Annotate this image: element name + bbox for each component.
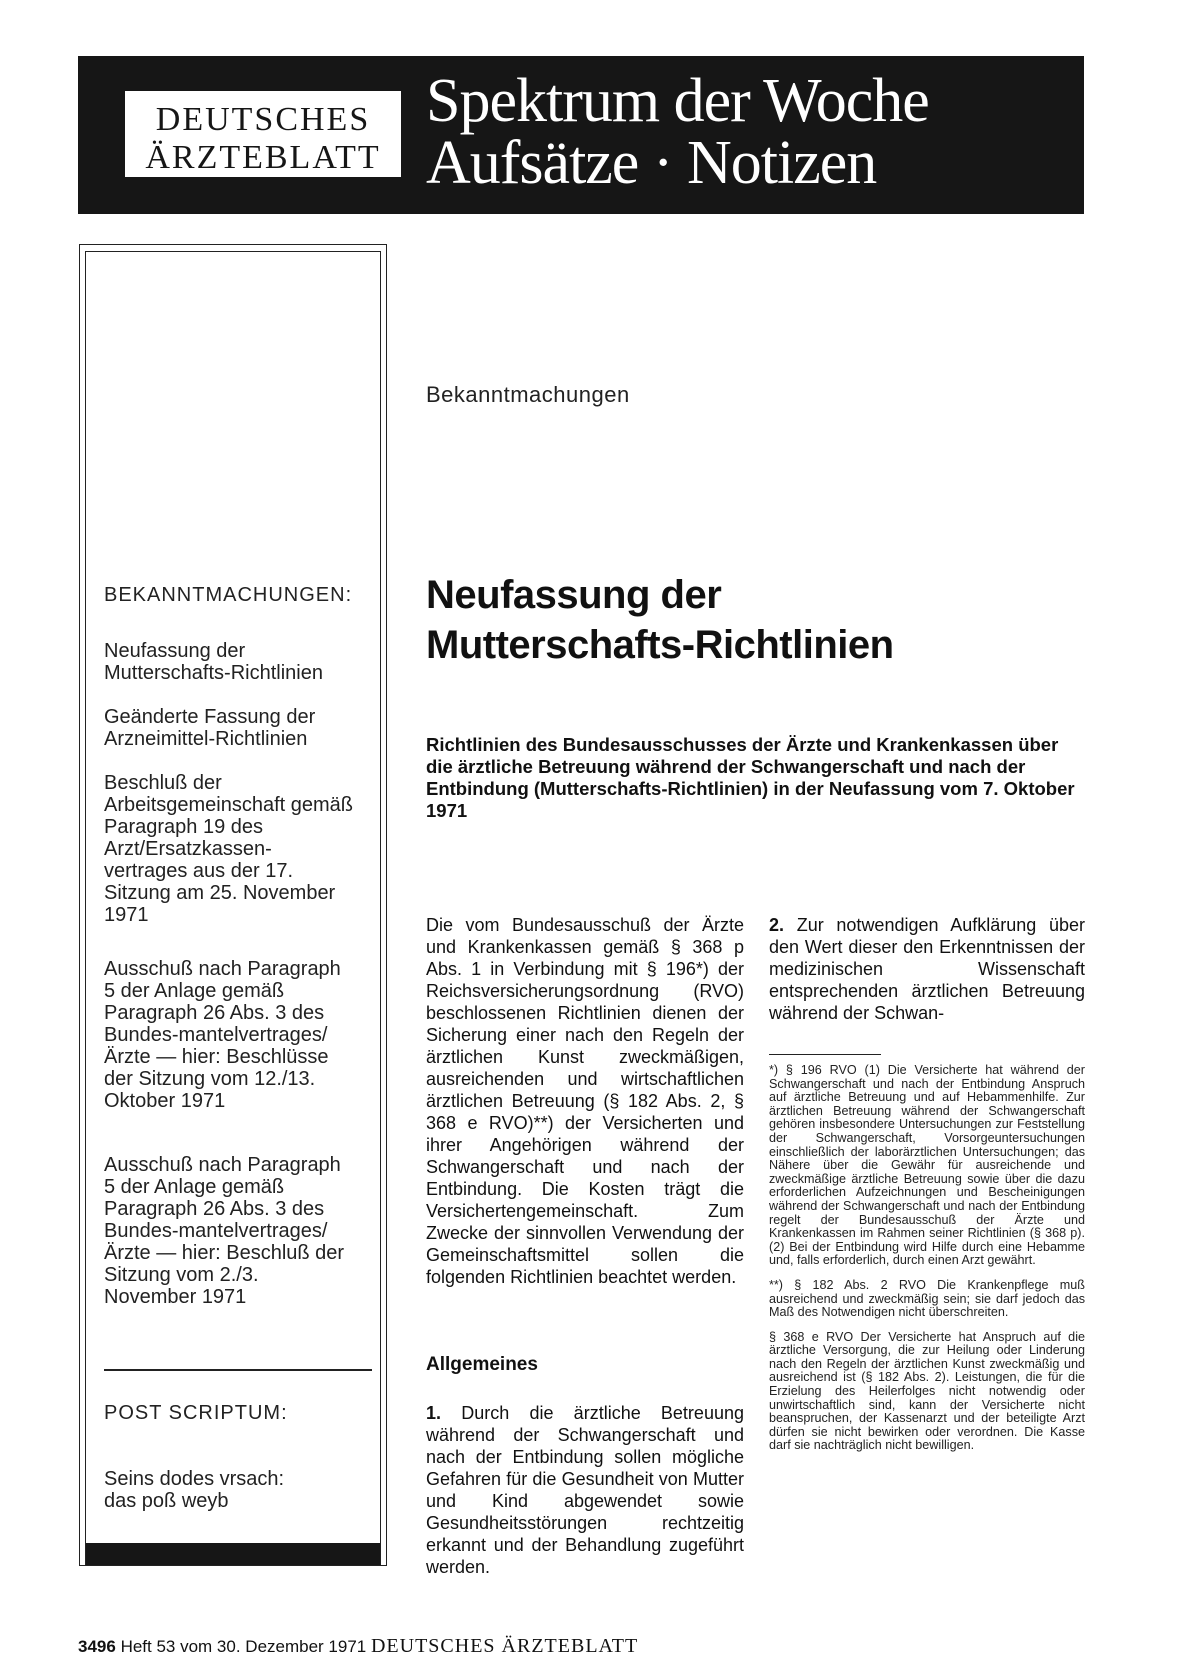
postscript-heading: POST SCRIPTUM: (104, 1402, 288, 1424)
footer-brand: DEUTSCHES ÄRZTEBLATT (370, 1635, 639, 1657)
point-2-number: 2. (769, 915, 785, 935)
point-2 (769, 914, 1085, 1024)
masthead-headline (426, 67, 929, 197)
logo-line-2: ÄRZTEBLATT (145, 139, 381, 176)
postscript-text: Seins dodes vrsach: das poß weyb (104, 1468, 285, 1512)
section-label: Bekanntmachungen (426, 382, 630, 407)
sidebar-heading: BEKANNTMACHUNGEN: (104, 584, 353, 606)
article-title (426, 570, 894, 670)
article-intro (426, 914, 744, 1288)
logo-line-1: DEUTSCHES (155, 101, 371, 138)
sidebar-bottom-bar (86, 1543, 380, 1565)
sidebar-divider (104, 1369, 372, 1371)
article-lead: Richtlinien des Bundesausschusses der Ärzte und Krankenkassen über die ärztliche Betreuung während der Schwangerschaft und nach der Entbindung (Mutterschafts-Richtlinien) in der Neufassung vom 7. Oktober 1971 (426, 734, 1075, 821)
sidebar-item-3: Beschluß der Arbeitsgemeinschaft gemäß Paragraph 19 des Arzt/Ersatzkassen-vertrages aus der 17. Sitzung am 25. November 1971 (104, 772, 354, 926)
page-number: 3496 (78, 1637, 116, 1656)
headline-line-2: Aufsätze · Notizen (426, 129, 877, 197)
subheading: Allgemeines (426, 1354, 538, 1375)
footnote-182: **) § 182 Abs. 2 RVO Die Krankenpflege muß ausreichend und zweckmäßig sein; sie darf jedoch das Maß des Notwendigen nicht überschreiten. (769, 1277, 1085, 1320)
footnote-196: *) § 196 RVO (1) Die Versicherte hat während der Schwangerschaft und nach der Entbindung Anspruch auf ärztliche Betreuung und auf Hebammenhilfe. Zur ärztlichen Betreuung während der Schwangerschaft gehören insbesondere Untersuchungen zur Feststellung der Schwangerschaft, Vorsorgeuntersuchungen einschließlich der laborärztlichen Untersuchungen; das Nähere über die Gewähr für ausreichende und zweckmäßige ärztliche Betreuung sowie über die dazu erforderlichen Aufzeichnungen und Bescheinigungen während der Schwangerschaft und nach der Entbindung regelt der Bundesausschuß der Ärzte und Krankenkassen im Rahmen seiner Richtlinien (§ 368 p). (2) Bei der Entbindung wird Hilfe durch eine Hebamme und, falls erforderlich, durch einen Arzt gewährt. (769, 1063, 1085, 1268)
point-1-text: Durch die ärztliche Betreuung während der Schwangerschaft und nach der Entbindung sollen mögliche Gefahren für die Gesundheit von Mutter und Kind abgewendet sowie Gesundheitsstörungen rechtzeitig erkannt und der Behandlung zugeführt werden. (426, 1403, 744, 1577)
footnote-rule (769, 1054, 881, 1055)
page-footer (78, 1635, 638, 1658)
sidebar-item-4: Ausschuß nach Paragraph 5 der Anlage gemäß Paragraph 26 Abs. 3 des Bundes-mantelvertrages/Ärzte — hier: Beschlüsse der Sitzung vom 12./13. Oktober 1971 (104, 958, 341, 1112)
title-line-1: Neufassung der (426, 573, 722, 617)
title-line-2: Mutterschafts-Richtlinien (426, 623, 894, 667)
masthead (78, 56, 1084, 214)
headline-line-1: Spektrum der Woche (426, 67, 929, 135)
journal-logo (122, 88, 404, 180)
footnote-368e: § 368 e RVO Der Versicherte hat Anspruch auf die ärztliche Versorgung, die zur Heilung oder Linderung nach den Regeln der ärztlichen Kunst zweckmäßig und ausreichend ist (§ 182 Abs. 2). Leistungen, die für die Erzielung des Heilerfolges nicht notwendig oder unwirtschaftlich sind, kann der Versicherte nicht beanspruchen, der Kassenarzt und der beteiligte Arzt dürfen sie nicht bewirken oder verordnen. Die Kasse darf sie nachträglich nicht bewilligen. (769, 1329, 1085, 1453)
intro-paragraph: Die vom Bundesausschuß der Ärzte und Krankenkassen gemäß § 368 p Abs. 1 in Verbindung mit § 196*) der Reichsversicherungsordnung (RVO) beschlossenen Richtlinien dienen der Sicherung einer nach den Regeln der ärztlichen Kunst zweckmäßigen, ausreichenden und wirtschaftlichen ärztlichen Betreuung (§ 182 Abs. 2, § 368 e RVO)**) der Versicherten und ihrer Angehörigen während der Schwangerschaft und nach der Entbindung. Die Kosten trägt die Versichertengemeinschaft. Zum Zwecke der sinnvollen Verwendung der Gemeinschaftsmittel sollen die folgenden Richtlinien beachtet werden. (426, 915, 744, 1287)
sidebar-item-2: Geänderte Fassung der Arzneimittel-Richtlinien (104, 706, 316, 750)
point-1 (426, 1402, 744, 1578)
sidebar-item-5: Ausschuß nach Paragraph 5 der Anlage gemäß Paragraph 26 Abs. 3 des Bundes-mantelvertrages/Ärzte — hier: Beschluß der Sitzung vom 2./3. November 1971 (104, 1154, 345, 1308)
issue-info: Heft 53 vom 30. Dezember 1971 (120, 1637, 367, 1656)
footnotes (769, 1064, 1085, 1464)
point-1-number: 1. (426, 1403, 442, 1423)
sidebar-item-1: Neufassung der Mutterschafts-Richtlinien (104, 640, 323, 684)
point-2-text: Zur notwendigen Aufklärung über den Wert dieser den Erkenntnissen der medizinischen Wissenschaft entsprechenden ärztlichen Betreuung während der Schwan- (769, 915, 1085, 1023)
